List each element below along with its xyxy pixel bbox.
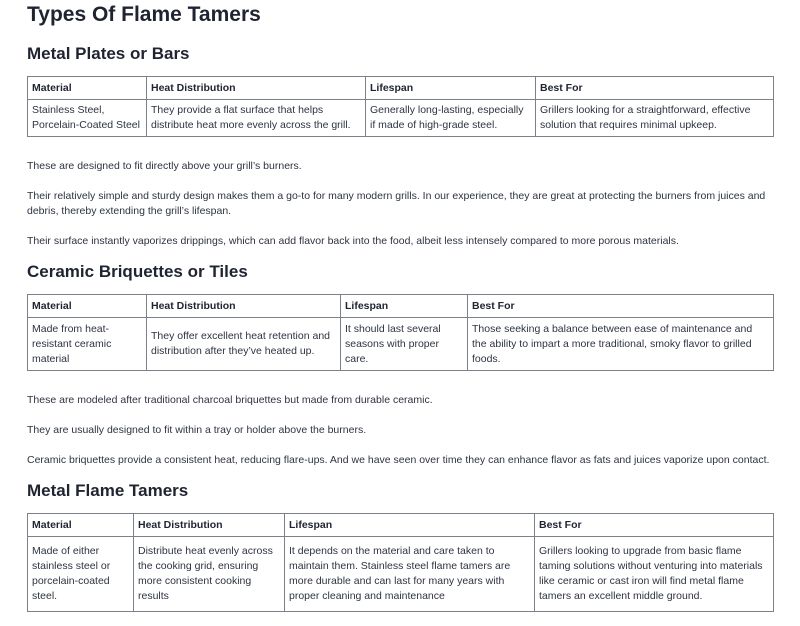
paragraph: These are modeled after traditional charcoal briquettes but made from durable ceramic.	[27, 394, 433, 406]
cell-lifespan: It should last several seasons with proper care.	[341, 318, 468, 371]
paragraph: They are usually designed to fit within a tray or holder above the burners.	[27, 424, 367, 436]
section-heading-ceramic-briquettes: Ceramic Briquettes or Tiles	[27, 262, 248, 281]
header-best-for: Best For	[535, 514, 774, 537]
paragraph: Their surface instantly vaporizes drippings, which can add flavor back into the food, albeit less intensely compared to more porous materials.	[27, 235, 679, 247]
table-row	[28, 537, 774, 612]
header-lifespan: Lifespan	[285, 514, 535, 537]
header-material: Material	[28, 514, 134, 537]
table-header-row	[28, 514, 774, 537]
table-header-row	[28, 77, 774, 100]
header-heat-distribution: Heat Distribution	[147, 295, 341, 318]
cell-lifespan: It depends on the material and care taken to maintain them. Stainless steel flame tamers are more durable and can last for many years with proper cleaning and maintenance	[285, 537, 535, 612]
header-heat-distribution: Heat Distribution	[134, 514, 285, 537]
header-best-for: Best For	[536, 77, 774, 100]
section-heading-metal-plates: Metal Plates or Bars	[27, 44, 190, 63]
header-best-for: Best For	[468, 295, 774, 318]
header-lifespan: Lifespan	[366, 77, 536, 100]
paragraph: Their relatively simple and sturdy design makes them a go-to for many modern grills. In our experience, they are great at protecting the burners from juices and debris, thereby extending the grill’s lifespan.	[27, 190, 766, 217]
cell-best-for: Those seeking a balance between ease of maintenance and the ability to impart a more traditional, smoky flavor to grilled foods.	[468, 318, 774, 371]
metal-plates-table	[27, 76, 774, 137]
section-heading-metal-flame-tamers: Metal Flame Tamers	[27, 481, 189, 500]
cell-lifespan: Generally long-lasting, especially if made of high-grade steel.	[366, 100, 536, 137]
cell-material: Made of either stainless steel or porcelain-coated steel.	[28, 537, 134, 612]
page-title: Types Of Flame Tamers	[27, 3, 261, 26]
cell-best-for: Grillers looking for a straightforward, effective solution that requires minimal upkeep.	[536, 100, 774, 137]
cell-material: Made from heat-resistant ceramic material	[28, 318, 147, 371]
header-heat-distribution: Heat Distribution	[147, 77, 366, 100]
table-row	[28, 100, 774, 137]
header-material: Material	[28, 295, 147, 318]
cell-material: Stainless Steel, Porcelain-Coated Steel	[28, 100, 147, 137]
ceramic-briquettes-table	[27, 294, 774, 371]
table-header-row	[28, 295, 774, 318]
cell-heat-distribution: They provide a flat surface that helps distribute heat more evenly across the grill.	[147, 100, 366, 137]
cell-best-for: Grillers looking to upgrade from basic flame taming solutions without venturing into materials like ceramic or cast iron will find metal flame tamers an excellent middle ground.	[535, 537, 774, 612]
header-lifespan: Lifespan	[341, 295, 468, 318]
paragraph: Ceramic briquettes provide a consistent heat, reducing flare-ups. And we have seen over time they can enhance flavor as fats and juices vaporize upon contact.	[27, 454, 770, 466]
table-row	[28, 318, 774, 371]
paragraph: These are designed to fit directly above your grill’s burners.	[27, 160, 302, 172]
cell-heat-distribution: Distribute heat evenly across the cooking grid, ensuring more consistent cooking results	[134, 537, 285, 612]
header-material: Material	[28, 77, 147, 100]
metal-flame-tamers-table	[27, 513, 774, 612]
cell-heat-distribution: They offer excellent heat retention and distribution after they’ve heated up.	[147, 318, 341, 371]
